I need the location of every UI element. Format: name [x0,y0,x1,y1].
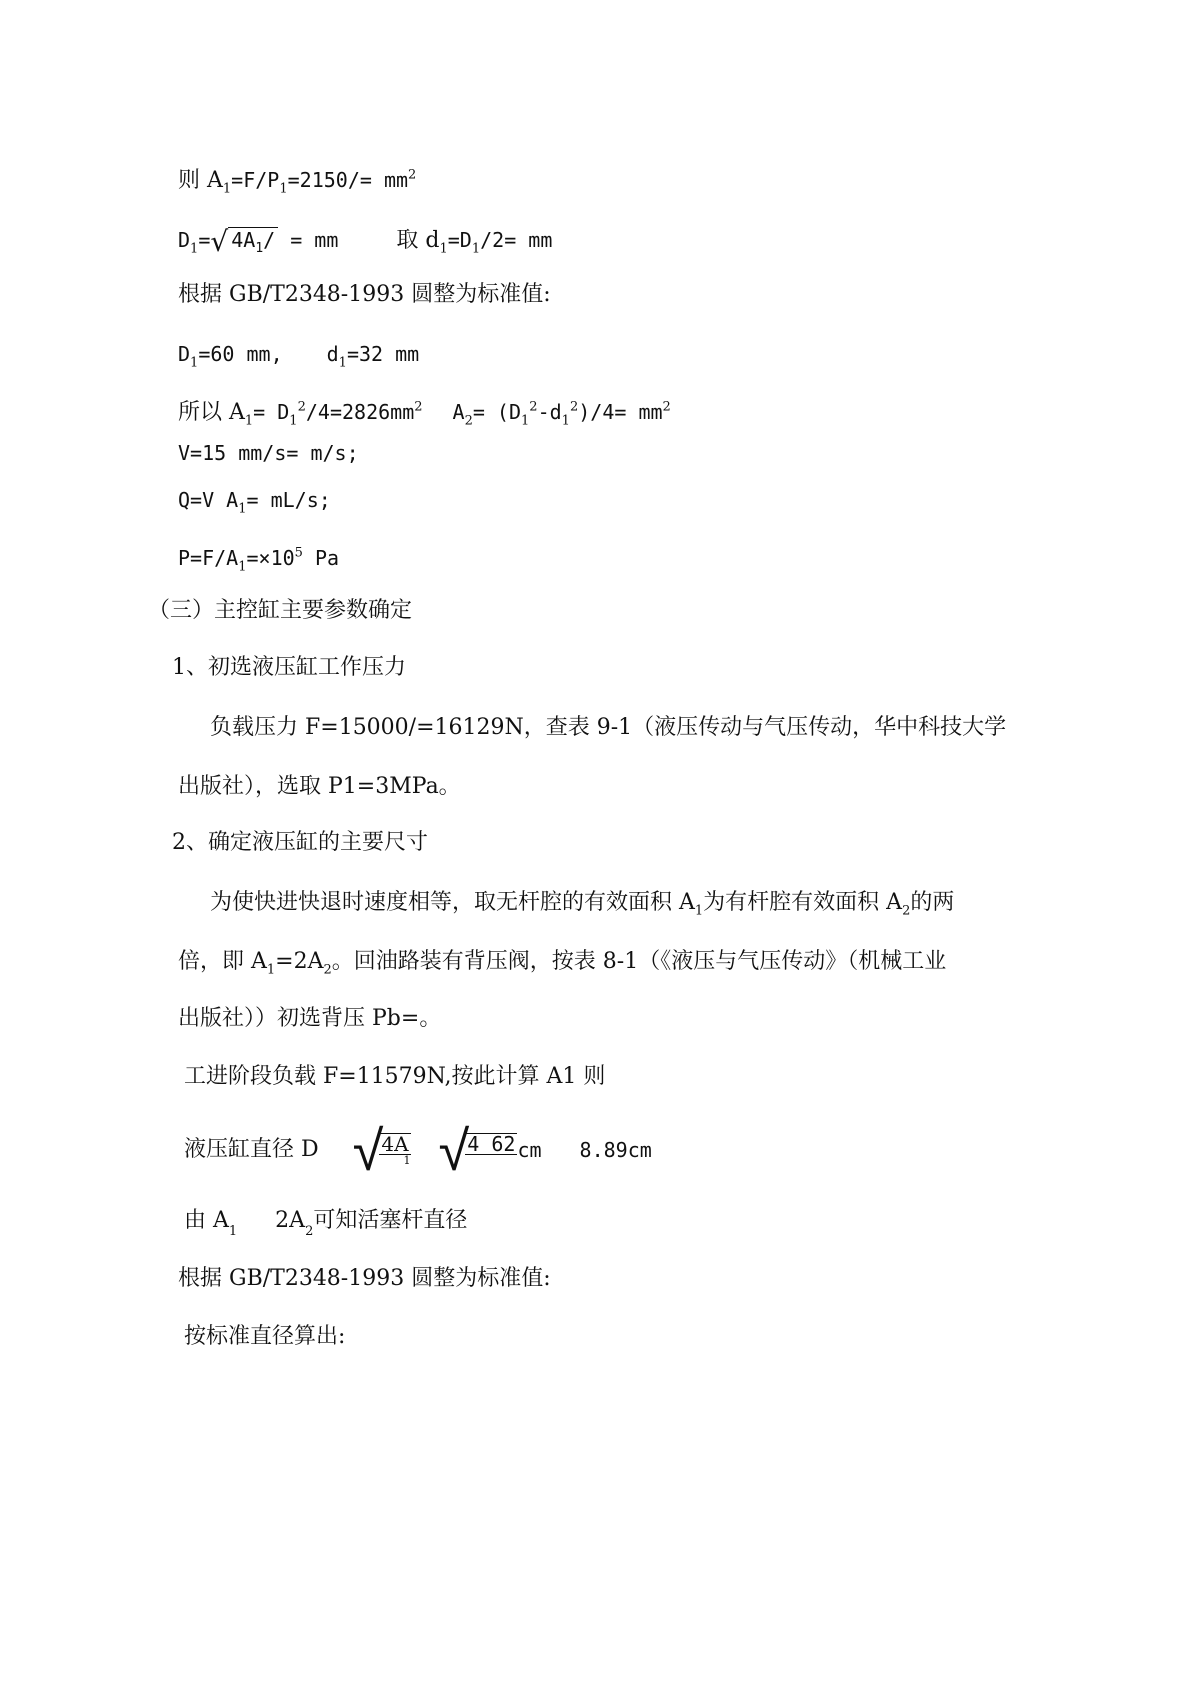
fraction-numerator: 4 62 [467,1132,516,1156]
formula-text: P=F/A [178,546,239,570]
subsection-heading-2: 2、确定液压缸的主要尺寸 [172,830,428,855]
subscript: 1 [266,962,276,978]
standard-value-note: 根据 GB/T2348-1993 圆整为标准值: [178,282,551,307]
formula-text: Q=V A [178,488,239,512]
paragraph-text: 可知活塞杆直径 [313,1208,468,1233]
subscript: 1 [255,241,264,256]
subscript: 2 [902,903,911,919]
paragraph-text: 为使快进快退时速度相等，取无杆腔的有效面积 A [210,890,695,915]
fraction-denominator: 1 [403,1154,411,1167]
paragraph-text: =2A [275,949,324,974]
subscript: 1 [238,559,247,575]
paragraph-text: 2A [275,1208,306,1233]
paragraph-2-line-2 [178,949,947,978]
subscript: 1 [244,413,254,429]
formula-velocity: V=15 mm/s= m/s; [178,441,359,465]
formula-text: =32 mm [346,342,420,366]
subscript: 1 [238,501,247,517]
formula-text: =D [447,228,472,252]
formula-text: -d [537,400,562,424]
paragraph-1-line-2: 出版社），选取 P1=3MPa。 [178,774,461,799]
formula-text: )/4= mm [578,400,663,424]
load-statement: 工进阶段负载 F=11579N,按此计算 A1 则 [184,1064,606,1089]
formula-text: 液压缸直径 D [184,1137,319,1162]
superscript: 2 [297,399,306,415]
paragraph-text: 由 A [184,1208,229,1233]
subscript: 1 [228,1224,238,1239]
formula-text: 所以 A [178,400,245,425]
subscript: 1 [338,355,347,371]
subscript: 1 [521,413,530,429]
formula-cylinder-diameter [184,1119,652,1184]
formula-text: /4=2826mm [305,400,415,424]
square-root [210,225,278,258]
subscript: 2 [464,413,473,429]
piston-rod-statement [184,1208,468,1239]
paragraph-text: 。回油路装有背压阀，按表 8-1（《液压与气压传动》（机械工业 [331,949,947,974]
subscript: 2 [323,962,332,978]
section-heading: （三）主控缸主要参数确定 [148,598,413,623]
radicand [228,227,278,256]
superscript: 2 [414,399,423,415]
standard-value-note-2: 根据 GB/T2348-1993 圆整为标准值: [178,1266,551,1291]
formula-text: 4A [231,228,256,252]
fraction [465,1133,517,1167]
subscript: 1 [279,181,288,197]
paragraph-text: 为有杆腔有效面积 A [703,890,903,915]
formula-text: =60 mm, [198,342,283,366]
subscript: 1 [190,241,199,257]
formula-flow [178,488,331,517]
superscript: 2 [569,399,579,415]
fraction-denominator [465,1155,517,1167]
paragraph-text: 的两 [910,890,955,915]
formula-pressure [178,545,340,575]
calc-by-standard: 按标准直径算出: [184,1324,346,1349]
formula-text: cm [517,1138,542,1162]
formula-areas [178,399,671,429]
subscript: 1 [439,241,448,257]
subscript: 1 [561,413,570,429]
formula-d1 [178,225,553,258]
formula-text: D [178,228,191,252]
paragraph-text: 倍，即 A [178,949,267,974]
formula-text: / [263,228,276,252]
radical-icon: √ [210,225,229,258]
formula-a1 [178,167,417,197]
fraction [379,1133,410,1167]
formula-text: = [198,228,211,252]
formula-text: =2150/= mm [287,168,409,192]
paragraph-2-line-3: 出版社））初选背压 Pb=。 [178,1006,442,1031]
superscript: 2 [529,399,538,415]
subscript: 1 [190,355,199,371]
formula-text: /2= mm [480,228,553,252]
formula-text: = D [253,400,290,424]
formula-text: Pa [302,546,340,570]
formula-text: =F/P [231,168,280,192]
superscript: 2 [408,167,417,183]
formula-text: = mL/s; [246,488,331,512]
formula-text: A [452,400,465,424]
subsection-heading-1: 1、初选液压缸工作压力 [172,655,406,680]
formula-text: 取 d [396,228,440,253]
formula-text: 8.89cm [579,1138,652,1162]
radical-icon: √ [352,1119,384,1184]
paragraph-1-line-1: 负载压力 F=15000/=16129N，查表 9-1（液压传动与气压传动，华中科技大学 [210,715,1007,740]
formula-text: = mm [278,228,339,252]
subscript: 2 [305,1224,314,1239]
superscript: 5 [294,545,303,561]
subscript: 1 [471,241,481,257]
formula-text: =×10 [246,546,295,570]
formula-text: 则 A [178,168,223,193]
subscript: 1 [694,903,704,919]
radical-icon: √ [438,1119,470,1184]
fraction-numerator: 4A [381,1132,409,1156]
superscript: 2 [662,399,671,415]
paragraph-2-line-1 [210,890,955,919]
formula-text: d [326,342,339,366]
formula-text: = (D [472,400,522,424]
subscript: 1 [222,181,232,197]
formula-text: D [178,342,191,366]
subscript: 1 [289,413,298,429]
formula-d1-values [178,342,420,371]
